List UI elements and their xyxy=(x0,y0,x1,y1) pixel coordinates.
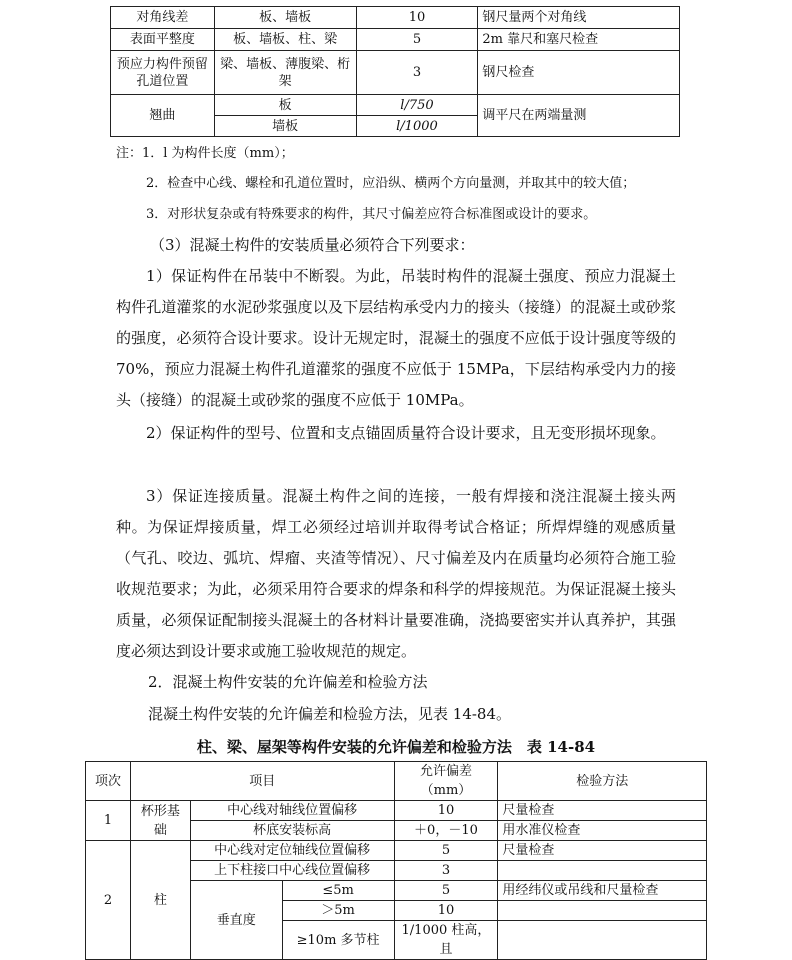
table-cell: 10 xyxy=(394,901,498,921)
table-cell: 钢尺量两个对角线 xyxy=(478,7,680,29)
table-cell: 2m 靠尺和塞尺检查 xyxy=(478,29,680,51)
table-cell: 5 xyxy=(394,841,498,861)
table-cell: 尺量检查 xyxy=(498,841,707,861)
table-cell: 1/1000 柱高，且 xyxy=(394,921,498,960)
table-cell: 2 xyxy=(86,841,131,960)
table-cell: 1 xyxy=(86,801,131,841)
note-2: 2．检查中心线、螺栓和孔道位置时，应沿纵、横两个方向量测，并取其中的较大值； xyxy=(146,176,636,191)
table-row xyxy=(111,29,680,51)
table-cell: 板 xyxy=(214,95,356,116)
table-row xyxy=(111,7,680,29)
table-cell: 钢尺检查 xyxy=(478,51,680,95)
table-cell: 墙板 xyxy=(214,116,356,137)
table-title: 柱、梁、屋架等构件安装的允许偏差和检验方法 表 14-84 xyxy=(196,738,596,756)
table-cell: 板、墙板 xyxy=(214,7,356,29)
table-cell: l/1000 xyxy=(356,116,478,137)
table-cell: 用经纬仪或吊线和尺量检查 xyxy=(498,881,707,901)
table-cell: 5 xyxy=(394,881,498,901)
table-cell: ＋0，－10 xyxy=(394,821,498,841)
table-cell: 5 xyxy=(356,29,478,51)
table-cell: 板、墙板、柱、梁 xyxy=(214,29,356,51)
table-cell: 杯形基础 xyxy=(130,801,190,841)
table-cell xyxy=(498,861,707,881)
table-cell xyxy=(498,901,707,921)
table-cell: 表面平整度 xyxy=(111,29,215,51)
table-cell: l/750 xyxy=(356,95,478,116)
table-cell: 用水准仪检查 xyxy=(498,821,707,841)
table-cell: 翘曲 xyxy=(111,95,215,137)
table-cell: ≥10m 多节柱 xyxy=(282,921,394,960)
table-cell: ＞5m xyxy=(282,901,394,921)
table-cell: 10 xyxy=(394,801,498,821)
paragraph-2: 2）保证构件的型号、位置和支点锚固质量符合设计要求，且无变形损坏现象。 xyxy=(146,424,666,442)
table-cell: 上下柱接口中心线位置偏移 xyxy=(190,861,394,881)
deviation-table-top xyxy=(110,6,680,137)
table-header-row xyxy=(86,762,707,801)
table-cell: ≤5m xyxy=(282,881,394,901)
table-cell: 调平尺在两端量测 xyxy=(478,95,680,137)
table-header: 项次 xyxy=(86,762,131,801)
note-3: 3．对形状复杂或有特殊要求的构件，其尺寸偏差应符合标准图或设计的要求。 xyxy=(146,207,597,222)
paragraph-3: 3）保证连接质量。混凝土构件之间的连接，一般有焊接和浇注混凝土接头两种。为保证焊接质量，焊工必须经过培训并取得考试合格证；所焊焊缝的观感质量（气孔、咬边、弧坑、焊瘤、夹渣等情况）、尺寸偏差及内在质量均必须符合施工验收规范要求；为此，必须采用符合要求的焊条和科学的焊接规范。为保证混凝土接头质量，必须保证配制接头混凝土的各材料计量要准确，浇捣要密实并认真养护，其强度必须达到设计要求或施工验收规范的规定。 xyxy=(116,487,676,660)
table-cell: 杯底安装标高 xyxy=(190,821,394,841)
note-1: 注：1．l 为构件长度（mm）； xyxy=(116,146,294,161)
intro-text: 混凝土构件安装的允许偏差和检验方法，见表 14-84。 xyxy=(148,705,512,723)
table-cell: 3 xyxy=(394,861,498,881)
table-row xyxy=(111,95,680,116)
table-row xyxy=(86,841,707,861)
table-cell: 对角线差 xyxy=(111,7,215,29)
table-header: 检验方法 xyxy=(498,762,707,801)
table-cell: 3 xyxy=(356,51,478,95)
section-heading: （3）混凝土构件的安装质量必须符合下列要求： xyxy=(150,236,475,254)
deviation-table-bottom xyxy=(85,761,707,960)
paragraph-1: 1）保证构件在吊装中不断裂。为此，吊装时构件的混凝土强度、预应力混凝土构件孔道灌浆的水泥砂浆强度以及下层结构承受内力的接头（接缝）的混凝土或砂浆的强度，必须符合设计要求。设计无规定时，混凝土的强度不应低于设计强度等级的 70%，预应力混凝土构件孔道灌浆的强度不应低于 15MPa，下层结构承受内力的接头（接缝）的混凝土或砂浆的强度不应低于 10MPa。 xyxy=(116,267,676,409)
table-cell: 预应力构件预留孔道位置 xyxy=(111,51,215,95)
table-header: 项目 xyxy=(130,762,394,801)
table-cell: 尺量检查 xyxy=(498,801,707,821)
table-cell: 柱 xyxy=(130,841,190,960)
table-cell: 中心线对定位轴线位置偏移 xyxy=(190,841,394,861)
table-cell: 中心线对轴线位置偏移 xyxy=(190,801,394,821)
table-header: 允许偏差（mm） xyxy=(394,762,498,801)
subheading: 2．混凝土构件安装的允许偏差和检验方法 xyxy=(148,673,428,691)
table-cell: 梁、墙板、薄腹梁、桁架 xyxy=(214,51,356,95)
table-row xyxy=(111,51,680,95)
table-cell: 10 xyxy=(356,7,478,29)
table-cell xyxy=(498,921,707,960)
table-cell: 垂直度 xyxy=(190,881,282,960)
table-row xyxy=(86,801,707,821)
